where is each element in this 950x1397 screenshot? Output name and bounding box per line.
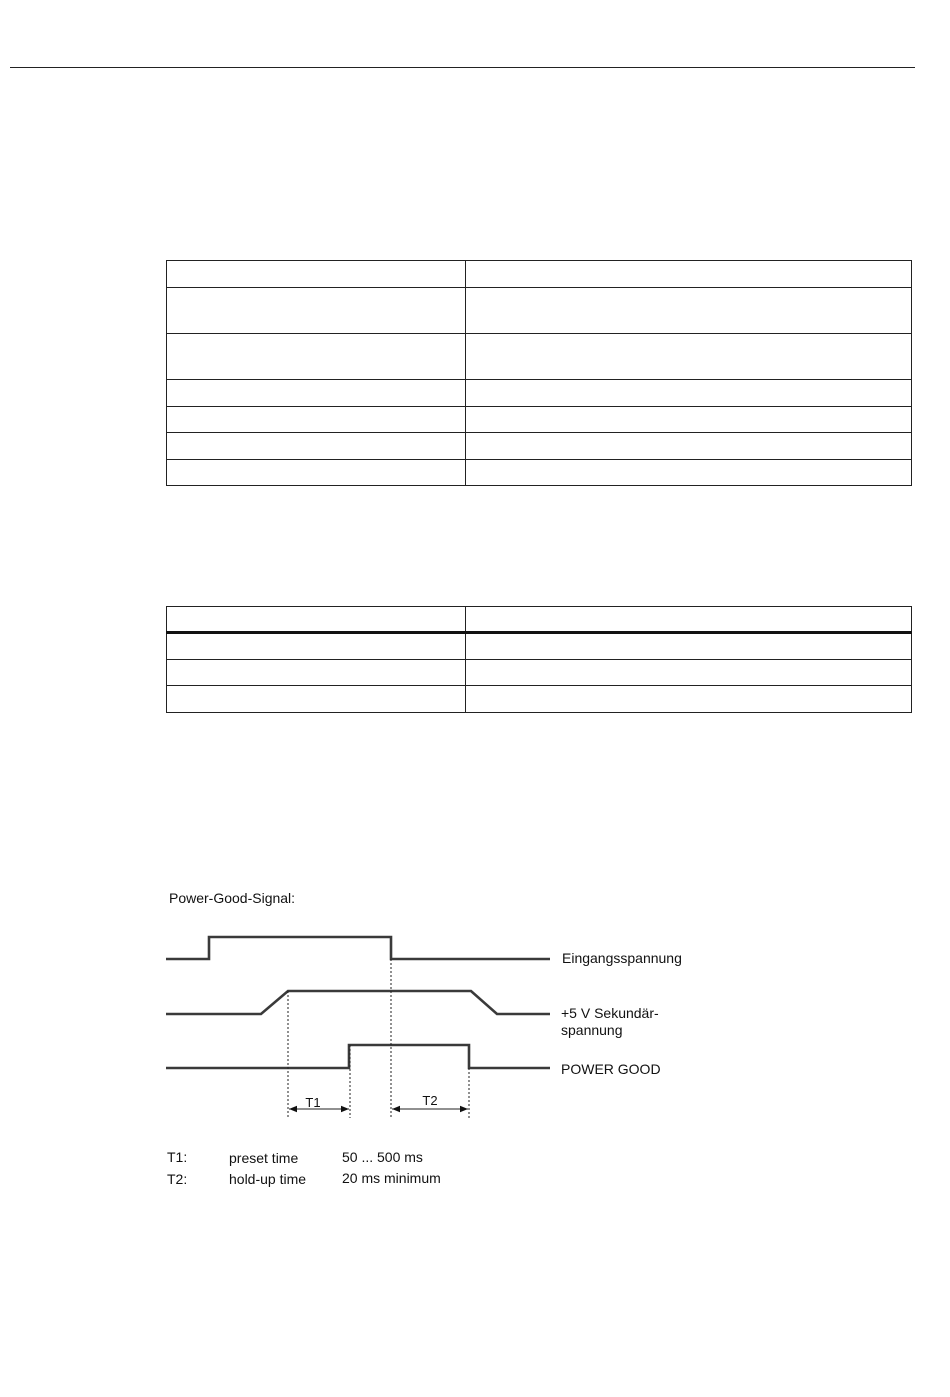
legend-key-t2: T2: (167, 1171, 188, 1187)
signal-label-secondary-voltage-line2: spannung (561, 1022, 623, 1038)
t1-interval-label: T1 (305, 1095, 321, 1110)
legend-key-t1: T1: (167, 1149, 188, 1165)
legend-name-t1: preset time (229, 1150, 299, 1166)
legend-name-t2: hold-up time (229, 1171, 307, 1187)
input-voltage-waveform (166, 937, 550, 959)
secondary-voltage-waveform (166, 991, 550, 1014)
legend-value-t2: 20 ms minimum (342, 1170, 441, 1186)
signal-label-input-voltage: Eingangsspannung (562, 950, 682, 966)
legend-value-t1: 50 ... 500 ms (342, 1149, 423, 1165)
diagram-title: Power-Good-Signal: (169, 890, 296, 906)
t2-interval-label: T2 (422, 1093, 438, 1108)
power-good-waveform (166, 1045, 550, 1068)
signal-label-secondary-voltage-line1: +5 V Sekundär- (561, 1005, 659, 1021)
signal-label-power-good: POWER GOOD (561, 1061, 661, 1077)
